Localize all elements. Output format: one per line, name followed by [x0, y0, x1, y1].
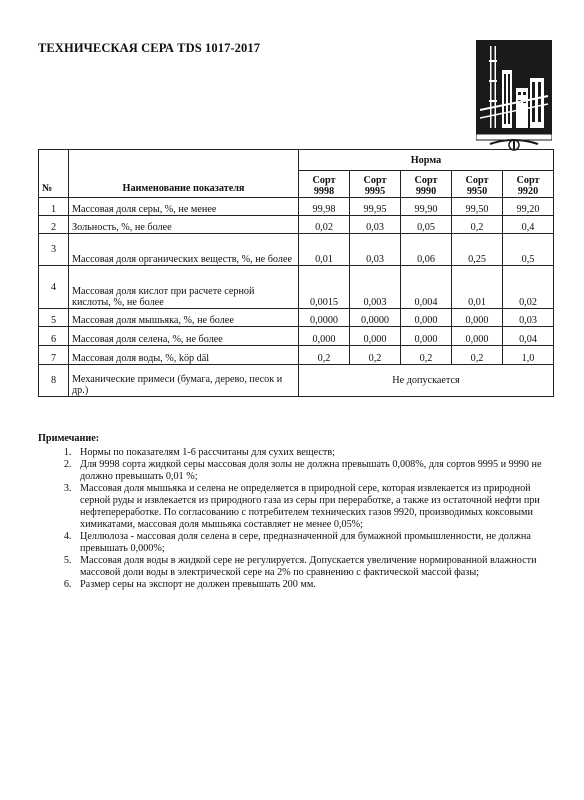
note-item: 4. Целлюлоза - массовая доля селена в сере, предназначенной для бумажной промышленности, не должна превышать 0,000%; [74, 531, 558, 555]
grade-value: 0,01 [452, 266, 503, 309]
note-item: 1. Нормы по показателям 1-6 рассчитаны для сухих веществ; [74, 447, 558, 459]
table-row [39, 198, 554, 216]
notes-title: Примечание: [38, 433, 100, 444]
row-number: 3 [39, 234, 69, 266]
row-number: 7 [39, 346, 69, 365]
grade-value: 0,000 [299, 327, 350, 346]
table-row [39, 309, 554, 327]
grade-value: 0,03 [350, 216, 401, 234]
notes-section [38, 433, 558, 591]
grade-value: 0,0000 [299, 309, 350, 327]
indicator-name: Массовая доля мышьяка, %, не более [69, 309, 299, 327]
grade-value: 0,2 [452, 216, 503, 234]
specification-table [38, 149, 554, 397]
grade-value: 0,000 [401, 309, 452, 327]
grade-value: 0,03 [503, 309, 554, 327]
notes-list [38, 447, 558, 591]
grade-value: 0,000 [401, 327, 452, 346]
grade-value: 0,003 [350, 266, 401, 309]
table-row [39, 234, 554, 266]
header-grade: Сорт 9995 [350, 171, 401, 198]
grade-value: 99,20 [503, 198, 554, 216]
indicator-name: Массовая доля селена, %, не более [69, 327, 299, 346]
grade-value: 99,50 [452, 198, 503, 216]
refinery-logo-icon [476, 40, 552, 152]
grade-value: 0,0000 [350, 309, 401, 327]
grade-value: 0,000 [452, 309, 503, 327]
row-number: 1 [39, 198, 69, 216]
header-indicator-name: Наименование показателя [69, 150, 299, 198]
note-item: 3. Массовая доля мышьяка и селена не определяется в природной сере, которая извлекается из природной серной руды и извлекается из природного газа из серы при переработке, а также из остаточной нефти при нефтепереработке. По согласованию с потребителем технических газов 9920, производимых коксовыми химикатами, массовая доля мышьяка составляет не менее 0,05%; [74, 483, 558, 531]
grade-value: 0,06 [401, 234, 452, 266]
grade-value: 0,03 [350, 234, 401, 266]
table-row [39, 346, 554, 365]
indicator-name: Массовая доля кислот при расчете серной кислоты, %, не более [69, 266, 299, 309]
indicator-name: Массовая доля органических веществ, %, не более [69, 234, 299, 266]
indicator-name: Механические примеси (бумага, дерево, песок и др.) [69, 365, 299, 397]
note-item: 5. Массовая доля воды в жидкой сере не регулируется. Допускается увеличение нормированной влажности массовой доли воды в электрической сере на 2% по сравнению с фактической массой фазы; [74, 555, 558, 579]
grade-value: 0,02 [503, 266, 554, 309]
merged-grade-value: Не допускается [299, 365, 554, 397]
table-row [39, 216, 554, 234]
grade-value: 99,95 [350, 198, 401, 216]
header-norma: Норма [299, 150, 554, 171]
row-number: 2 [39, 216, 69, 234]
table-row [39, 327, 554, 346]
grade-value: 0,01 [299, 234, 350, 266]
grade-value: 0,004 [401, 266, 452, 309]
grade-value: 1,0 [503, 346, 554, 365]
row-number: 8 [39, 365, 69, 397]
header-grade: Сорт 9920 [503, 171, 554, 198]
indicator-name: Массовая доля воды, %, köp däl [69, 346, 299, 365]
row-number: 6 [39, 327, 69, 346]
note-item: 2. Для 9998 сорта жидкой серы массовая доля золы не должна превышать 0,008%, для сортов 9995 и 9990 не должно превышать 0,01 %; [74, 459, 558, 483]
grade-value: 0,000 [452, 327, 503, 346]
header-grade: Сорт 9950 [452, 171, 503, 198]
grade-value: 0,05 [401, 216, 452, 234]
header-grade: Сорт 9998 [299, 171, 350, 198]
grade-value: 99,90 [401, 198, 452, 216]
grade-value: 0,000 [350, 327, 401, 346]
grade-value: 99,98 [299, 198, 350, 216]
grade-value: 0,04 [503, 327, 554, 346]
grade-value: 0,5 [503, 234, 554, 266]
grade-value: 0,2 [401, 346, 452, 365]
grade-value: 0,0015 [299, 266, 350, 309]
document-title: ТЕХНИЧЕСКАЯ СЕРА TDS 1017-2017 [38, 41, 261, 55]
grade-value: 0,02 [299, 216, 350, 234]
note-item: 6. Размер серы на экспорт не должен превышать 200 мм. [74, 579, 558, 591]
table-row [39, 266, 554, 309]
indicator-name: Массовая доля серы, %, не менее [69, 198, 299, 216]
indicator-name: Зольность, %, не более [69, 216, 299, 234]
header-grade: Сорт 9990 [401, 171, 452, 198]
grade-value: 0,25 [452, 234, 503, 266]
grade-value: 0,2 [350, 346, 401, 365]
header-number: № [39, 150, 69, 198]
grade-value: 0,2 [452, 346, 503, 365]
row-number: 5 [39, 309, 69, 327]
grade-value: 0,4 [503, 216, 554, 234]
grade-value: 0,2 [299, 346, 350, 365]
table-row [39, 365, 554, 397]
row-number: 4 [39, 266, 69, 309]
